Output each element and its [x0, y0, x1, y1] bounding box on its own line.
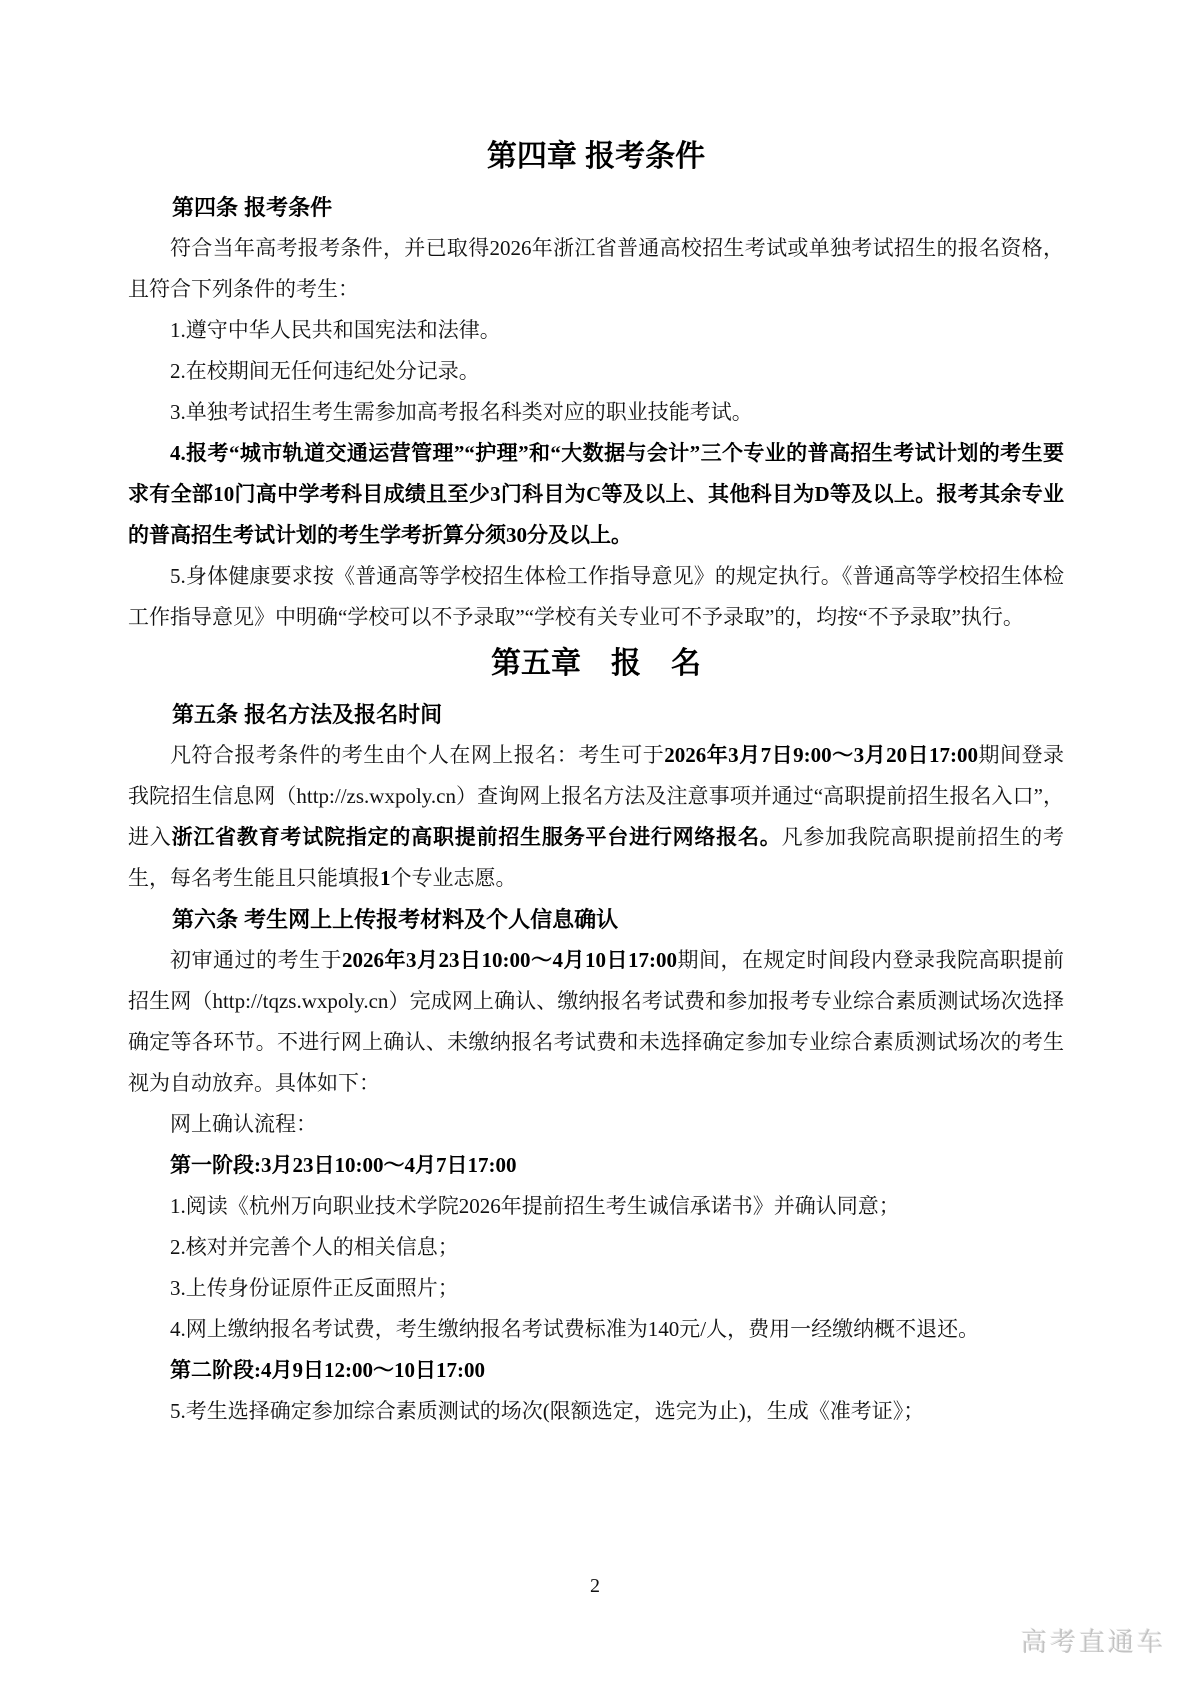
text-run: 2.核对并完善个人的相关信息； — [170, 1235, 459, 1259]
emphasized-text-run: 第一阶段:3月23日10:00～4月7日17:00 — [170, 1153, 517, 1177]
paragraph — [128, 1145, 1064, 1186]
paragraph — [128, 940, 1064, 1104]
text-run: 期间登录我院招生信息网（http://zs.wxpoly.cn）查询网上报名方法及注意事项并通过“高职提前招生报名入口”，进入 — [128, 743, 1064, 849]
paragraph — [128, 1227, 1064, 1268]
paragraph — [128, 1186, 1064, 1227]
document-body — [128, 131, 1064, 1432]
text-run: 5.身体健康要求按《普通高等学校招生体检工作指导意见》的规定执行。《普通高等学校招生体检工作指导意见》中明确“学校可以不予录取”“学校有关专业可不予录取”的，均按“不予录取”执行。 — [128, 564, 1064, 629]
article-heading: 第五条 报名方法及报名时间 — [172, 702, 443, 727]
paragraph — [128, 1104, 1064, 1145]
text-run: 初审通过的考生于 — [170, 948, 342, 972]
text-run: 3.单独考试招生考生需参加高考报名科类对应的职业技能考试。 — [170, 400, 753, 424]
emphasized-text-run: 2026年3月7日9:00～3月20日17:00 — [664, 743, 979, 767]
emphasized-text-run: 1 — [380, 866, 391, 890]
paragraph — [128, 1309, 1064, 1350]
paragraph — [128, 392, 1064, 433]
text-run: 5.考生选择确定参加综合素质测试的场次(限额选定，选完为止)，生成《准考证》； — [170, 1399, 925, 1423]
chapter-title: 第五章 报 名 — [491, 647, 701, 680]
paragraph — [128, 735, 1064, 899]
paragraph — [128, 310, 1064, 351]
paragraph — [128, 433, 1064, 556]
paragraph — [128, 556, 1064, 638]
emphasized-text-run: 2026年3月23日10:00～4月10日17:00 — [342, 948, 677, 972]
text-run: 期间，在规定时间段内登录我院高职提前招生网（http://tqzs.wxpoly.cn）完成网上确认、缴纳报名考试费和参加报考专业综合素质测试场次选择确定等各环节。不进行网上确认、未缴纳报名考试费和未选择确定参加专业综合素质测试场次的考生视为自动放弃。具体如下： — [128, 948, 1064, 1095]
text-run: 个专业志愿。 — [390, 866, 517, 890]
text-run: 4.网上缴纳报名考试费，考生缴纳报名考试费标准为140元/人，费用一经缴纳概不退还。 — [170, 1317, 980, 1341]
article-heading: 第四条 报考条件 — [172, 195, 333, 220]
paragraph — [128, 351, 1064, 392]
text-run: 1.阅读《杭州万向职业技术学院2026年提前招生考生诚信承诺书》并确认同意； — [170, 1194, 900, 1218]
page-number: 2 — [590, 1575, 600, 1597]
text-run: 网上确认流程： — [170, 1112, 317, 1136]
watermark-text: 高考直通车 — [1020, 1627, 1166, 1657]
chapter-title: 第四章 报考条件 — [486, 140, 706, 173]
emphasized-text-run: 第二阶段:4月9日12:00～10日17:00 — [170, 1358, 485, 1382]
paragraph — [128, 1391, 1064, 1432]
paragraph — [128, 228, 1064, 310]
text-run: 凡符合报考条件的考生由个人在网上报名：考生可于 — [170, 743, 665, 767]
paragraph — [128, 1350, 1064, 1391]
text-run: 2.在校期间无任何违纪处分记录。 — [170, 359, 480, 383]
emphasized-text-run: 浙江省教育考试院指定的高职提前招生服务平台进行网络报名。 — [171, 825, 782, 849]
text-run: 凡参加我院高职提前招生的考生，每名考生能且只能填报 — [128, 825, 1065, 890]
emphasized-text-run: 4.报考“城市轨道交通运营管理”“护理”和“大数据与会计”三个专业的普高招生考试计划的考生要求有全部10门高中学考科目成绩且至少3门科目为C等及以上、其他科目为D等及以上。报考其余专业的普高招生考试计划的考生学考折算分须30分及以上。 — [128, 441, 1064, 547]
text-run: 符合当年高考报考条件，并已取得2026年浙江省普通高校招生考试或单独考试招生的报名资格，且符合下列条件的考生： — [128, 236, 1064, 301]
text-run: 3.上传身份证原件正反面照片； — [170, 1276, 459, 1300]
paragraph — [128, 1268, 1064, 1309]
text-run: 1.遵守中华人民共和国宪法和法律。 — [170, 318, 501, 342]
article-heading: 第六条 考生网上上传报考材料及个人信息确认 — [172, 907, 619, 932]
